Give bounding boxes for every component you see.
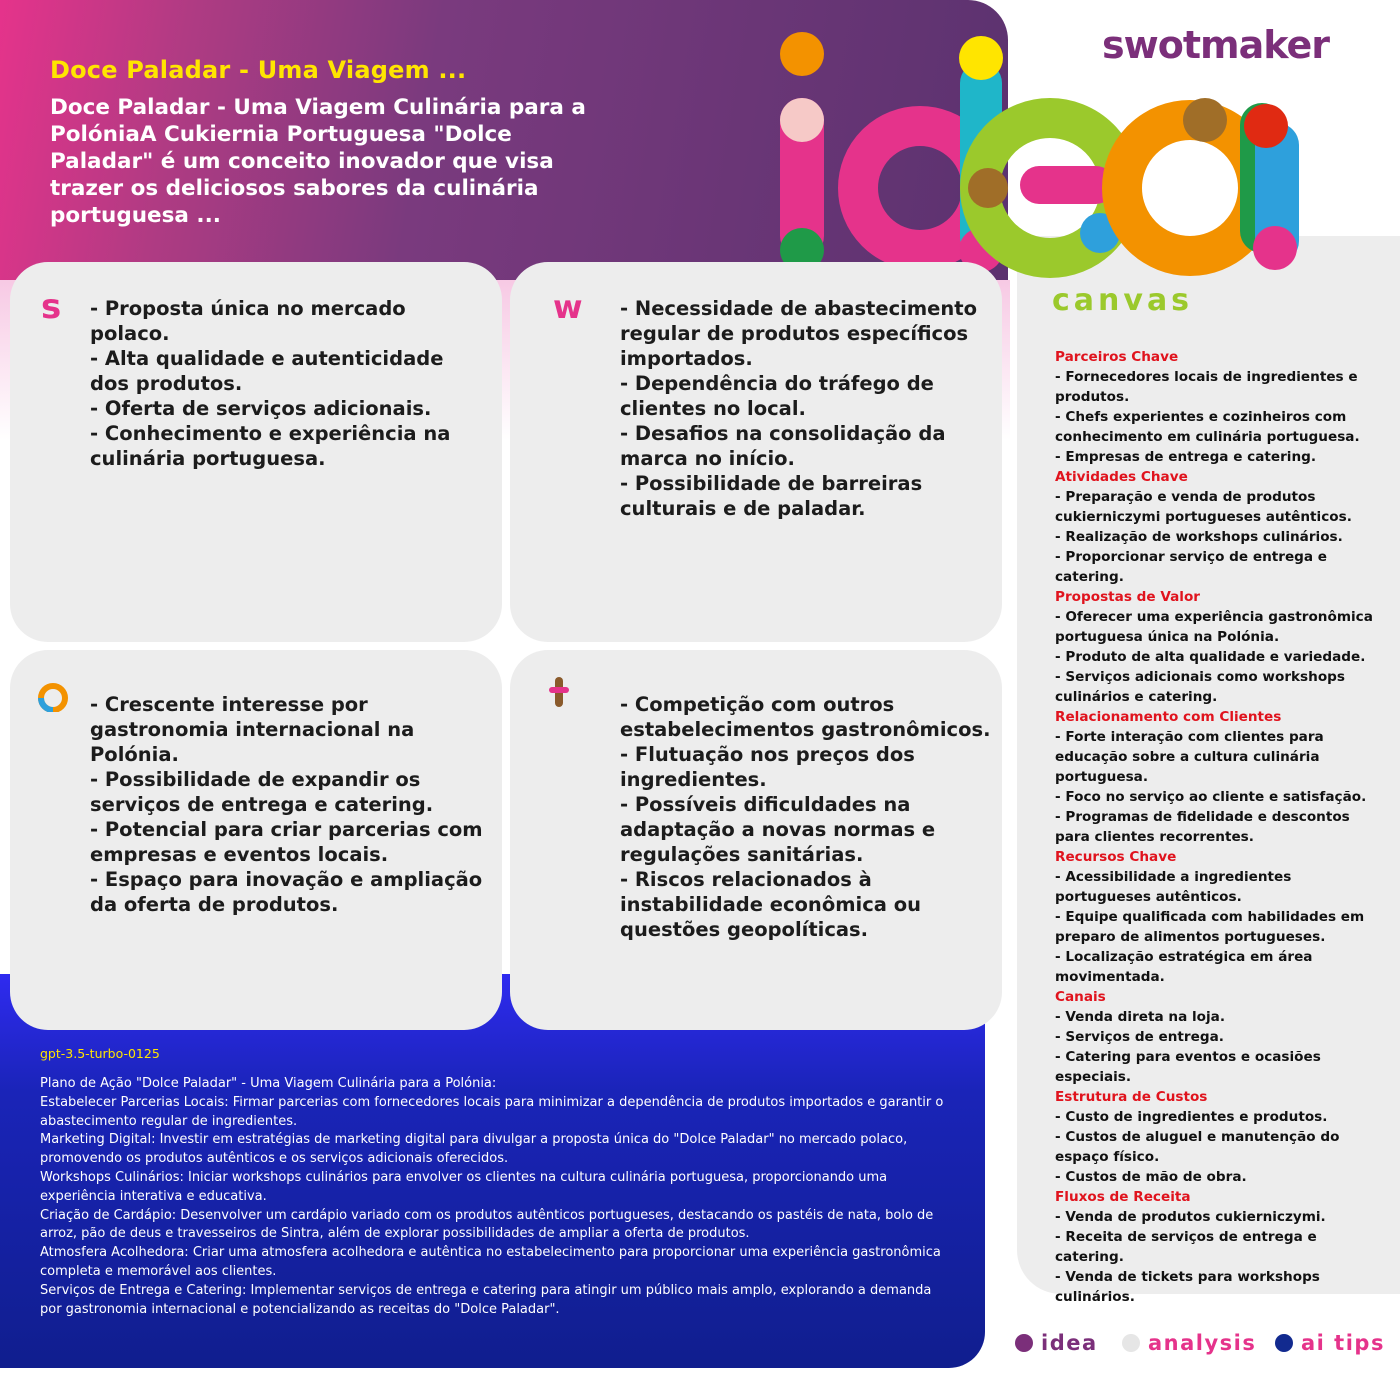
idea-title: Doce Paladar - Uma Viagem ... (50, 56, 467, 84)
canvas-content (1055, 347, 1385, 1307)
swotmaker-logo (1100, 20, 1355, 70)
threat-item: - Competição com outros estabelecimentos gastronômicos. (620, 693, 991, 741)
idea-description: Doce Paladar - Uma Viagem Culinária para a PolóniaA Cukiernia Portuguesa "Dolce Paladar" é um conceito inovador que visa trazer os deliciosos sabores da culinária portuguesa ... (50, 95, 586, 228)
canvas-item: - Custos de aluguel e manutenção do espaço físico. (1055, 1129, 1340, 1165)
strengths-card (10, 262, 502, 642)
t-letter-icon (545, 670, 575, 714)
canvas-item: - Empresas de entrega e catering. (1055, 449, 1317, 465)
canvas-section (1055, 1087, 1385, 1187)
threat-item: - Possíveis dificuldades na adaptação a novas normas e regulações sanitárias. (620, 793, 936, 866)
legend-dot-ai-tips (1275, 1334, 1293, 1352)
canvas-section-title: Canais (1055, 989, 1106, 1005)
opportunity-item: - Potencial para criar parcerias com empresas e eventos locais. (90, 818, 483, 866)
canvas-section (1055, 1187, 1385, 1307)
canvas-item: - Preparação e venda de produtos cukierniczymi portugueses autênticos. (1055, 489, 1352, 525)
canvas-section-title: Atividades Chave (1055, 469, 1188, 485)
canvas-item: - Localização estratégica em área movimentada. (1055, 949, 1313, 985)
strength-item: - Alta qualidade e autenticidade dos produtos. (90, 347, 444, 395)
canvas-item: - Catering para eventos e ocasiões especiais. (1055, 1049, 1321, 1085)
canvas-item: - Foco no serviço ao cliente e satisfação. (1055, 789, 1367, 805)
opportunity-item: - Possibilidade de expandir os serviços de entrega e catering. (90, 768, 434, 816)
legend-dot-analysis (1122, 1334, 1140, 1352)
threats-list (620, 692, 1015, 942)
canvas-section-title: Recursos Chave (1055, 849, 1177, 865)
canvas-item: - Venda de tickets para workshops culinários. (1055, 1269, 1320, 1305)
canvas-item: - Venda direta na loja. (1055, 1009, 1225, 1025)
legend-label: ai tips (1301, 1331, 1385, 1355)
canvas-section-title: Relacionamento com Clientes (1055, 709, 1282, 725)
canvas-item: - Programas de fidelidade e descontos para clientes recorrentes. (1055, 809, 1350, 845)
plan-line: Plano de Ação "Dolce Paladar" - Uma Viagem Culinária para a Polónia: (40, 1076, 497, 1091)
canvas-wordmark (1052, 284, 1217, 318)
canvas-item: - Fornecedores locais de ingredientes e produtos. (1055, 369, 1358, 405)
canvas-section (1055, 467, 1385, 587)
legend-analysis (1122, 1330, 1256, 1356)
canvas-item: - Proporcionar serviço de entrega e catering. (1055, 549, 1328, 585)
canvas-section-title: Fluxos de Receita (1055, 1189, 1191, 1205)
canvas-section (1055, 347, 1385, 467)
strengths-list (90, 296, 485, 471)
canvas-section-title: Parceiros Chave (1055, 349, 1179, 365)
canvas-section (1055, 707, 1385, 847)
svg-text:canvas: canvas (1052, 284, 1194, 318)
canvas-item: - Forte interação com clientes para educação sobre a cultura culinária portuguesa. (1055, 729, 1324, 785)
svg-text:w: w (553, 290, 583, 324)
s-letter-icon (38, 290, 68, 324)
svg-text:swotmaker: swotmaker (1102, 23, 1329, 67)
canvas-section (1055, 587, 1385, 707)
ai-action-plan (40, 1075, 955, 1319)
canvas-item: - Custos de mão de obra. (1055, 1169, 1247, 1185)
canvas-section (1055, 987, 1385, 1087)
threat-item: - Riscos relacionados à instabilidade econômica ou questões geopolíticas. (620, 868, 922, 941)
opportunity-item: - Espaço para inovação e ampliação da oferta de produtos. (90, 868, 483, 916)
o-letter-icon (38, 678, 68, 712)
ai-model-label: gpt-3.5-turbo-0125 (40, 1046, 160, 1061)
canvas-item: - Acessibilidade a ingredientes portugueses autênticos. (1055, 869, 1292, 905)
opportunity-item: - Crescente interesse por gastronomia internacional na Polónia. (90, 693, 415, 766)
canvas-section-title: Propostas de Valor (1055, 589, 1200, 605)
weaknesses-card (510, 262, 1002, 642)
canvas-item: - Chefs experientes e cozinheiros com conhecimento em culinária portuguesa. (1055, 409, 1360, 445)
svg-text:s: s (41, 290, 62, 324)
strength-item: - Proposta única no mercado polaco. (90, 297, 406, 345)
threat-item: - Flutuação nos preços dos ingredientes. (620, 743, 915, 791)
legend-dot-idea (1015, 1334, 1033, 1352)
canvas-item: - Realização de workshops culinários. (1055, 529, 1343, 545)
w-letter-icon (540, 290, 596, 324)
canvas-item: - Oferecer uma experiência gastronômica portuguesa única na Polónia. (1055, 609, 1373, 645)
opportunities-card (10, 650, 502, 1030)
canvas-item: - Serviços de entrega. (1055, 1029, 1224, 1045)
canvas-section (1055, 847, 1385, 987)
strength-item: - Oferta de serviços adicionais. (90, 397, 432, 420)
canvas-item: - Serviços adicionais como workshops culinários e catering. (1055, 669, 1345, 705)
weakness-item: - Necessidade de abastecimento regular de produtos específicos importados. (620, 297, 977, 370)
strength-item: - Conhecimento e experiência na culinária portuguesa. (90, 422, 451, 470)
weaknesses-list (620, 296, 1015, 521)
canvas-item: - Equipe qualificada com habilidades em preparo de alimentos portugueses. (1055, 909, 1365, 945)
canvas-section-title: Estrutura de Custos (1055, 1089, 1208, 1105)
opportunities-list (90, 692, 485, 917)
idea-letter-a (1122, 120, 1258, 256)
weakness-item: - Possibilidade de barreiras culturais e de paladar. (620, 472, 923, 520)
plan-line: Atmosfera Acolhedora: Criar uma atmosfera acolhedora e autêntica no estabelecimento para proporcionar uma experiência gastronômica completa e memorável aos clientes. (40, 1245, 941, 1279)
canvas-item: - Venda de produtos cukierniczymi. (1055, 1209, 1326, 1225)
canvas-item: - Receita de serviços de entrega e catering. (1055, 1229, 1317, 1265)
plan-line: Workshops Culinários: Iniciar workshops culinários para envolver os clientes na cultura culinária portuguesa, proporcionando uma experiência interativa e educativa. (40, 1169, 888, 1204)
legend-idea (1015, 1330, 1098, 1356)
weakness-item: - Desafios na consolidação da marca no início. (620, 422, 946, 470)
legend-ai-tips (1275, 1330, 1385, 1356)
plan-line: Criação de Cardápio: Desenvolver um cardápio variado com os produtos autênticos portugueses, destacando os pastéis de nata, bolo de arroz, pão de deus e travesseiros de Sintra, além de explorar possibilidades de ampliar a oferta de produtos. (40, 1207, 934, 1242)
plan-line: Marketing Digital: Investir em estratégias de marketing digital para divulgar a proposta única do "Dolce Paladar" no mercado polaco, promovendo os produtos autênticos e os serviços adicionais oferecidos. (40, 1132, 908, 1167)
weakness-item: - Dependência do tráfego de clientes no local. (620, 372, 934, 420)
canvas-item: - Custo de ingredientes e produtos. (1055, 1109, 1328, 1125)
legend-label: analysis (1148, 1331, 1257, 1355)
canvas-item: - Produto de alta qualidade e variedade. (1055, 649, 1366, 665)
plan-line: Estabelecer Parcerias Locais: Firmar parcerias com fornecedores locais para minimizar a dependência de produtos importados e garantir o abastecimento regular de ingredientes. (40, 1094, 944, 1129)
threats-card (510, 650, 1002, 1030)
legend-label: idea (1041, 1331, 1098, 1355)
plan-line: Serviços de Entrega e Catering: Implementar serviços de entrega e catering para atingir um público mais amplo, explorando a demanda por gastronomia internacional e potencializando as receitas do "Dolce Paladar". (40, 1282, 932, 1317)
